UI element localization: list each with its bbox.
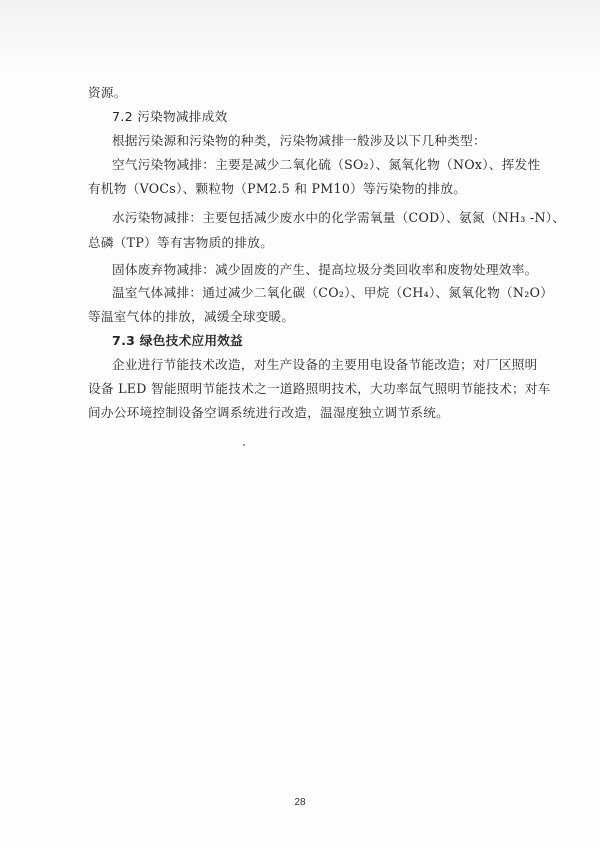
paragraph-line-7: 总磷（TP）等有害物质的排放。 xyxy=(88,235,274,250)
section-heading-7-3: 7.3 绿色技术应用效益 xyxy=(112,333,244,348)
paragraph-line-3: 根据污染源和污染物的种类，污染物减排一般涉及以下几种类型： xyxy=(112,133,486,148)
paragraph-line-6: 水污染物减排：主要包括减少废水中的化学需氧量（COD）、氨氮（NH₃ -N）、 xyxy=(112,210,566,225)
scan-speck xyxy=(243,444,245,446)
paragraph-line-5: 有机物（VOCs）、颗粒物（PM2.5 和 PM10）等污染物的排放。 xyxy=(88,181,467,196)
paragraph-line-9: 温室气体减排：通过减少二氧化碳（CO₂）、甲烷（CH₄）、氮氧化物（N₂O） xyxy=(112,285,554,300)
paragraph-line-4: 空气污染物减排：主要是减少二氧化硫（SO₂）、氮氧化物（NOx）、挥发性 xyxy=(112,157,541,172)
scan-shadow xyxy=(0,0,600,70)
paragraph-line-8: 固体废弃物减排：减少固废的产生、提高垃圾分类回收率和废物处理效率。 xyxy=(112,262,538,277)
paragraph-line-13: 设备 LED 智能照明节能技术之一道路照明技术，大功率氙气照明节能技术；对车 xyxy=(88,381,551,396)
page-number: 28 xyxy=(294,797,306,808)
paragraph-line-1: 资源。 xyxy=(88,85,127,100)
paragraph-line-12: 企业进行节能技术改造，对生产设备的主要用电设备节能改造；对厂区照明 xyxy=(112,357,538,372)
paragraph-line-14: 间办公环境控制设备空调系统进行改造，温湿度独立调节系统。 xyxy=(88,405,450,420)
section-heading-7-2: 7.2 污染物减排成效 xyxy=(112,109,228,124)
paragraph-line-10: 等温室气体的排放，减缓全球变暖。 xyxy=(88,309,295,324)
